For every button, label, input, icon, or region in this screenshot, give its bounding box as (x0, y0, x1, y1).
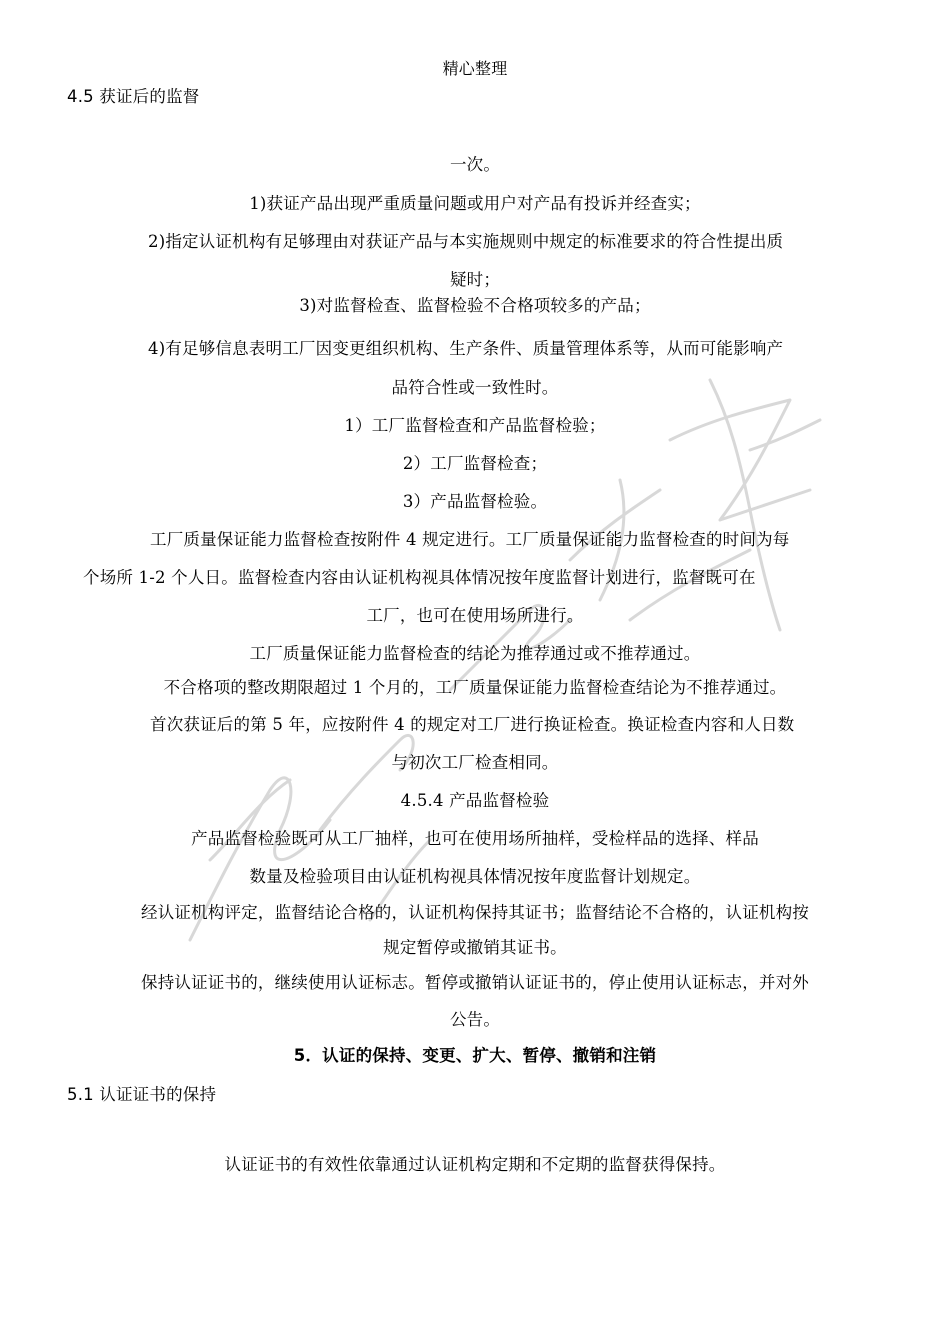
body-line: 3)对监督检查、监督检验不合格项较多的产品； (299, 296, 651, 315)
body-line: 认证证书的有效性依靠通过认证机构定期和不定期的监督获得保持。 (224, 1155, 726, 1174)
body-line: 4.5.4 产品监督检验 (400, 791, 550, 810)
body-line: 2)指定认证机构有足够理由对获证产品与本实施规则中规定的标准要求的符合性提出质 (148, 232, 784, 251)
page-header: 精心整理 (442, 59, 508, 78)
section-heading-4-5: 4.5 获证后的监督 (67, 87, 200, 106)
body-line: 首次获证后的第 5 年，应按附件 4 的规定对工厂进行换证检查。换证检查内容和人日数 (150, 715, 795, 734)
body-line: 工厂，也可在使用场所进行。 (366, 606, 584, 625)
body-line: 4)有足够信息表明工厂因变更组织机构、生产条件、质量管理体系等，从而可能影响产 (148, 339, 784, 358)
body-line: 2）工厂监督检查； (402, 454, 548, 473)
body-line: 个场所 1-2 个人日。监督检查内容由认证机构视具体情况按年度监督计划进行，监督既可在 (83, 568, 756, 587)
body-line: 保持认证证书的，继续使用认证标志。暂停或撤销认证证书的，停止使用认证标志，并对外 (141, 973, 809, 992)
section-heading-5-1: 5.1 认证证书的保持 (67, 1085, 217, 1104)
body-line: 疑时； (449, 270, 501, 289)
body-line: 一次。 (449, 155, 501, 174)
chapter-heading-5: 5．认证的保持、变更、扩大、暂停、撤销和注销 (293, 1046, 657, 1065)
body-line: 经认证机构评定，监督结论合格的，认证机构保持其证书；监督结论不合格的，认证机构按 (141, 903, 809, 922)
body-line: 品符合性或一致性时。 (391, 378, 559, 397)
body-line: 1）工厂监督检查和产品监督检验； (344, 416, 606, 435)
body-line: 工厂质量保证能力监督检查的结论为推荐通过或不推荐通过。 (249, 644, 701, 663)
body-line: 公告。 (449, 1010, 501, 1029)
body-line: 不合格项的整改期限超过 1 个月的，工厂质量保证能力监督检查结论为不推荐通过。 (163, 678, 787, 697)
body-line: 与初次工厂检查相同。 (391, 753, 559, 772)
body-line: 工厂质量保证能力监督检查按附件 4 规定进行。工厂质量保证能力监督检查的时间为每 (150, 530, 790, 549)
body-line: 数量及检验项目由认证机构视具体情况按年度监督计划规定。 (249, 867, 701, 886)
body-line: 产品监督检验既可从工厂抽样，也可在使用场所抽样，受检样品的选择、样品 (191, 829, 759, 848)
body-line: 3）产品监督检验。 (402, 492, 548, 511)
body-line: 规定暂停或撤销其证书。 (383, 938, 567, 957)
body-line: 1)获证产品出现严重质量问题或用户对产品有投诉并经查实； (249, 194, 701, 213)
